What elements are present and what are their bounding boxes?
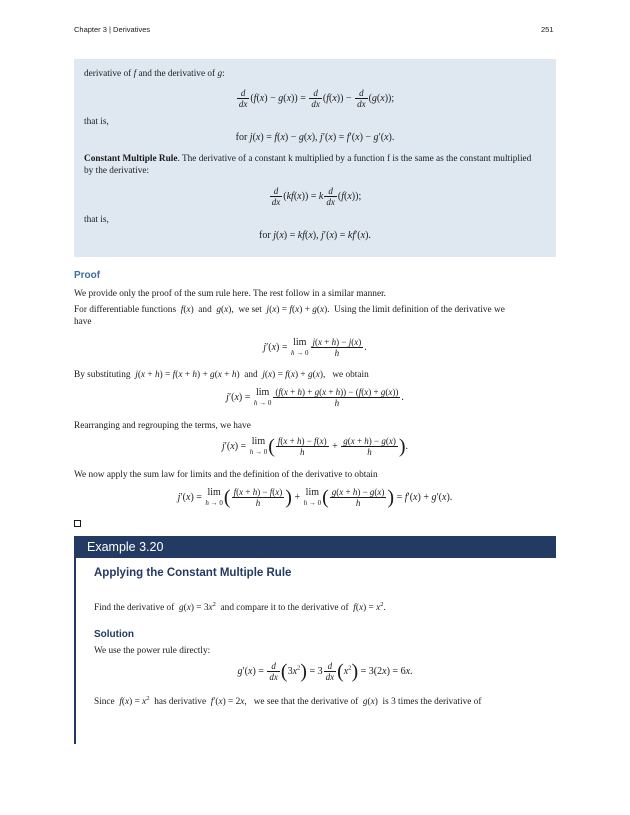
proof-paragraph-4: Rearranging and regrouping the terms, we have xyxy=(74,421,251,431)
equation-regrouped: j′(x) = lim h → 0 ( $\frac{f(x + h) - f(x)}{h}$ + $\frac{g(x + h) - g(x)}{h}$ ). xyxy=(221,435,409,458)
proof-heading: Proof xyxy=(74,270,101,281)
rule-title: Constant Multiple Rule xyxy=(84,154,178,164)
equation-constant-j: for j(x) = kf(x), j′(x) = kf′(x). xyxy=(259,230,371,241)
proof-paragraph-5: We now apply the sum law for limits and the definition of the derivative to obtain xyxy=(74,470,378,480)
example-prompt: Find the derivative of $g(x) = 3x^2$ and compare it to the derivative of $f(x) = x^2$. xyxy=(94,601,386,614)
equation-difference-j: for j(x) = f(x) − g(x), j′(x) = f′(x) − g′(x). xyxy=(235,132,395,143)
equation-limit-definition: j′(x) = lim h → 0 $\frac{j(x + h) - j(x)}{h}$ . xyxy=(263,336,367,358)
equation-difference-rule: $\frac{d}{dx}$ (f(x) − g(x)) = $\frac{d}{dx}$ (f(x)) − $\frac{d}{dx}$ (g(x)); xyxy=(238,88,395,109)
example-left-bar xyxy=(74,558,76,744)
solution-heading: Solution xyxy=(94,629,134,640)
constant-multiple-rule-text: Constant Multiple Rule. The derivative of a constant k multiplied by a function f is the same as the constant multiplied by the derivative: xyxy=(84,154,532,176)
that-is-2: that is, xyxy=(84,215,109,225)
proof-paragraph-3: By substituting j(x + h) = f(x + h) + g(x + h) and j(x) = f(x) + g(x), we obtain xyxy=(74,370,369,380)
proof-paragraph-2: For differentiable functions f(x) and g(x), we set j(x) = f(x) + g(x). Using the limit definition of the derivative we have xyxy=(74,305,505,327)
that-is-1: that is, xyxy=(84,117,109,127)
solution-line-1: We use the power rule directly: xyxy=(94,646,211,656)
equation-substitution: j′(x) = lim h → 0 $\frac{(f(x + h) + g(x + h)) - (f(x) + g(x))}{h}$ . xyxy=(226,386,404,408)
example-header xyxy=(74,536,556,558)
example-label: Example 3.20 xyxy=(87,540,164,554)
note-line-1: derivative of f and the derivative of g: xyxy=(84,69,225,79)
solution-line-2: Since $f(x) = x^2$ has derivative f′(x) = 2x, we see that the derivative of g(x) is 3 times the derivative of xyxy=(94,695,482,708)
end-of-proof-square xyxy=(74,520,81,527)
chapter-header: Chapter 3 | Derivatives xyxy=(74,25,151,34)
example-title: Applying the Constant Multiple Rule xyxy=(94,567,292,579)
equation-power-rule: g′(x) = $\frac{d}{dx}$ $(3x^2) = 3$ $\frac{d}{dx}$ $(x^2) = 3(2x) = 6x$. xyxy=(237,660,413,683)
equation-constant-multiple: $\frac{d}{dx}$ (kf(x)) = k $\frac{d}{dx}$ (f(x)); xyxy=(271,186,362,207)
proof-paragraph-1: We provide only the proof of the sum rule here. The rest follow in a similar manner. xyxy=(74,289,386,299)
equation-sum-law: j′(x) = lim h → 0 ( $\frac{f(x + h) - f(x)}{h}$ ) + lim h → 0 ( $\frac{g(x + h) - g(x)}{h}$ ) = f′(x) + g′(x). xyxy=(177,486,453,509)
page-number: 251 xyxy=(541,25,554,34)
